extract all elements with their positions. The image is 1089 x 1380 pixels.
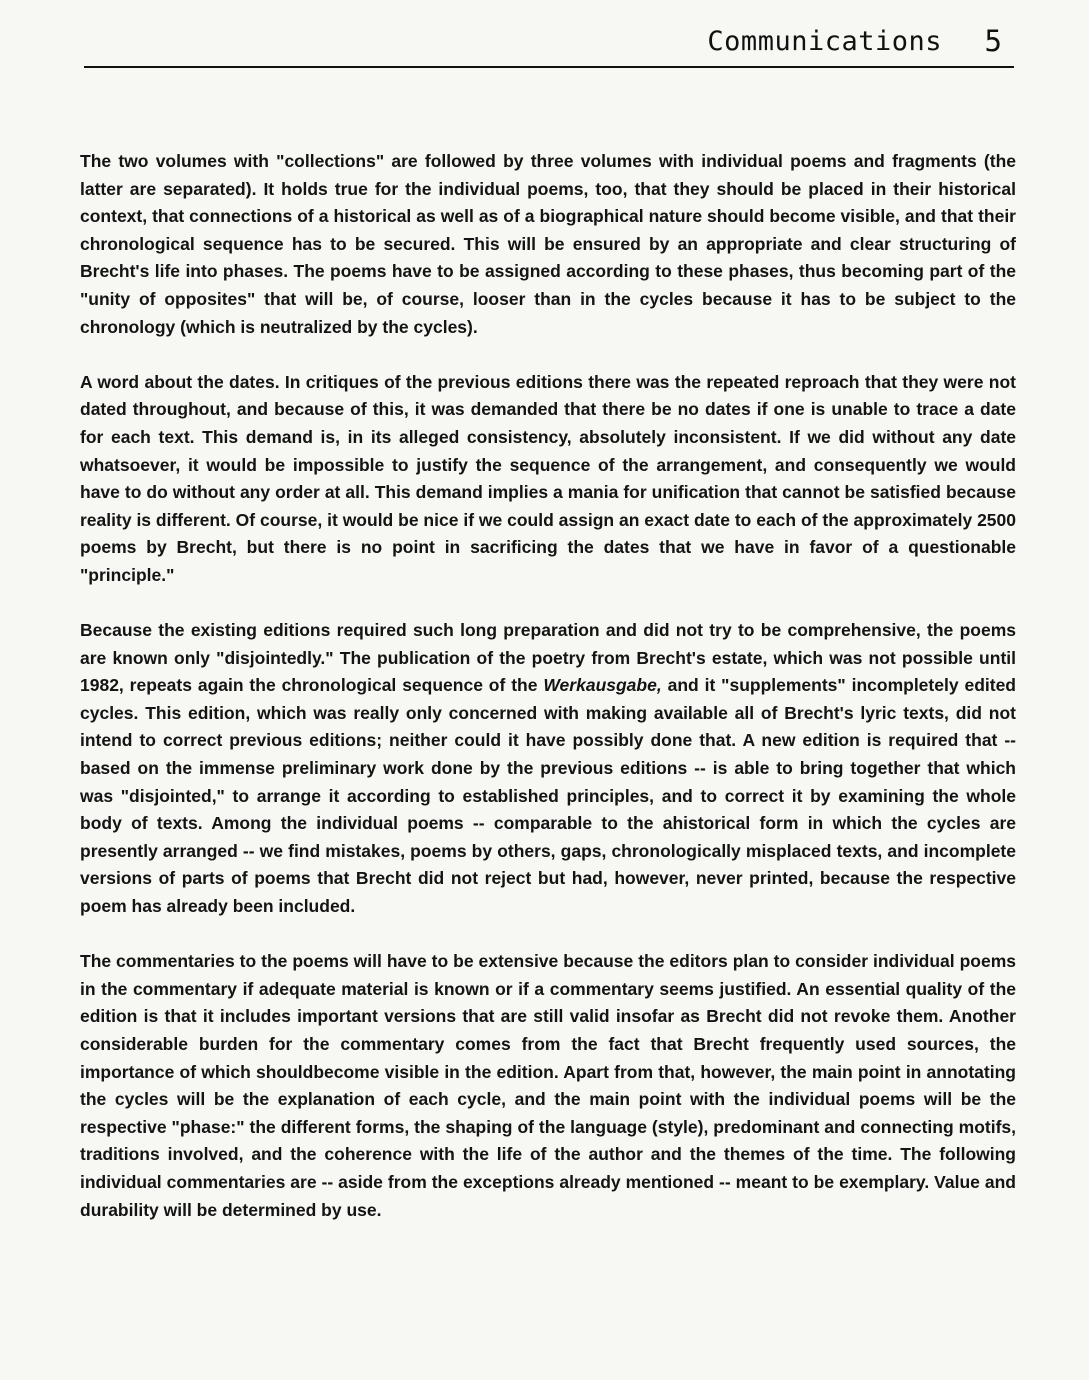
paragraph-commentaries (80, 948, 1016, 1224)
italic-title: Werkausgabe, (543, 675, 662, 696)
paragraph-dates (80, 369, 1016, 590)
paragraph-text: A word about the dates. In critiques of the previous editions there was the repeated reproach that they were not dated throughout, and because of this, it was demanded that there be no dates if one is unable to trace a date for each text. This demand is, in its alleged consistency, absolutely inconsistent. If we did without any date whatsoever, it would be impossible to justify the sequence of the arrangement, and consequently we would have to do without any order at all. This demand implies a mania for unification that cannot be satisfied because reality is different. Of course, it would be nice if we could assign an exact date to each of the approximately 2500 poems by Brecht, but there is no point in sacrificing the dates that we have in favor of a questionable "principle." (80, 371, 1016, 585)
paragraph-text-after: and it "supplements" incompletely edited cycles. This edition, which was really only concerned with making available all of Brecht's lyric texts, did not intend to correct previous editions; neither could it have possibly done that. A new edition is required that -- based on the immense preliminary work done by the previous editions -- is able to bring together that which was "disjointed," to arrange it according to established principles, and to correct it by examining the whole body of texts. Among the individual poems -- comparable to the ahistorical form in which the cycles are presently arranged -- we find mistakes, poems by others, gaps, chronologically misplaced texts, and incomplete versions of parts of poems that Brecht did not reject but had, however, never printed, because the respective poem has already been included. (80, 675, 1016, 917)
paragraph-collections (80, 148, 1016, 341)
article-body (80, 148, 1016, 1252)
header-title: Communications (707, 26, 942, 57)
paragraph-text-before: Because the existing editions required such long preparation and did not try to be comprehensive, the poems are known only "disjointedly." The publication of the poetry from Brecht's estate, which was not possible until 1982, repeats again the chronological sequence of the (80, 620, 1016, 696)
paragraph-text: The two volumes with "collections" are followed by three volumes with individual poems and fragments (the latter are separated). It holds true for the individual poems, too, that they should be placed in their historical context, that connections of a historical as well as of a biographical nature should become visible, and that their chronological sequence has to be secured. This will be ensured by an appropriate and clear structuring of Brecht's life into phases. The poems have to be assigned according to these phases, thus becoming part of the "unity of opposites" that will be, of course, looser than in the cycles because it has to be subject to the chronology (which is neutralized by the cycles). (80, 151, 1016, 337)
paragraph-text: The commentaries to the poems will have to be extensive because the editors plan to consider individual poems in the commentary if adequate material is known or if a commentary seems justified. An essential quality of the edition is that it includes important versions that are still valid insofar as Brecht did not revoke them. Another considerable burden for the commentary comes from the fact that Brecht frequently used sources, the importance of which shouldbecome visible in the edition. Apart from that, however, the main point in annotating the cycles will be the explanation of each cycle, and the main point with the individual poems will be the respective "phase:" the different forms, the shaping of the language (style), predominant and connecting motifs, traditions involved, and the coherence with the life of the author and the themes of the time. The following individual commentaries are -- aside from the exceptions already mentioned -- meant to be exemplary. Value and durability will be determined by use. (80, 951, 1016, 1220)
page-header (84, 22, 1014, 68)
page-number: 5 (984, 24, 1002, 58)
paragraph-editions (80, 617, 1016, 921)
